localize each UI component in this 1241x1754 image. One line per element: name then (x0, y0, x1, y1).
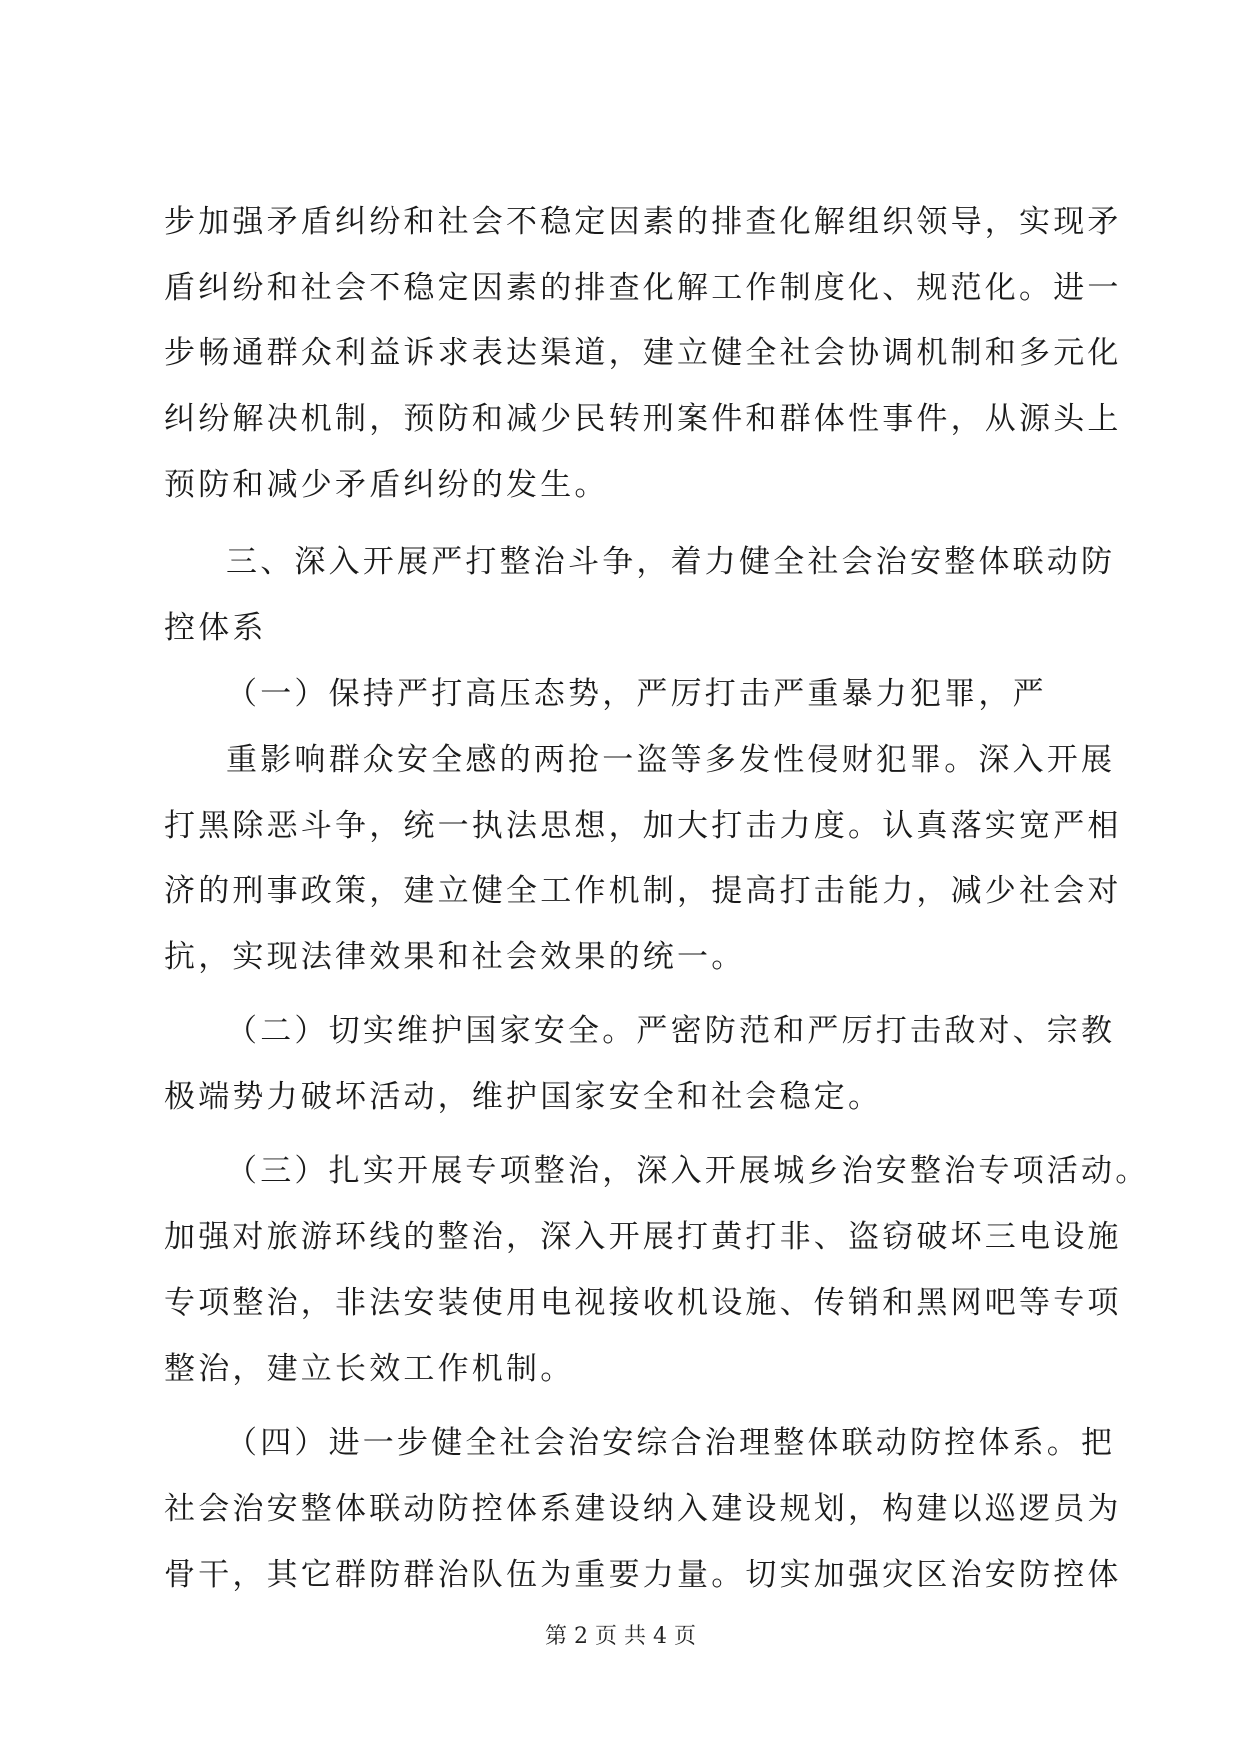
body-line: （一）保持严打高压态势，严厉打击严重暴力犯罪，严 (226, 676, 1047, 712)
body-line: 抗，实现法律效果和社会效果的统一。 (164, 939, 746, 975)
body-line: （四）进一步健全社会治安综合治理整体联动防控体系。把 (226, 1425, 1116, 1461)
body-line: （二）切实维护国家安全。严密防范和严厉打击敌对、宗教 (226, 1013, 1116, 1049)
body-line: （三）扎实开展专项整治，深入开展城乡治安整治专项活动。 (226, 1153, 1150, 1189)
body-line: 预防和减少矛盾纠纷的发生。 (164, 467, 609, 503)
body-line: 加强对旅游环线的整治，深入开展打黄打非、盗窃破坏三电设施 (164, 1219, 1122, 1255)
section-heading-line: 三、深入开展严打整治斗争，着力健全社会治安整体联动防 (226, 544, 1116, 580)
body-line: 专项整治，非法安装使用电视接收机设施、传销和黑网吧等专项 (164, 1285, 1122, 1321)
body-line: 重影响群众安全感的两抢一盗等多发性侵财犯罪。深入开展 (226, 742, 1116, 778)
body-line: 极端势力破坏活动，维护国家安全和社会稳定。 (164, 1079, 883, 1115)
body-line: 步加强矛盾纠纷和社会不稳定因素的排查化解组织领导，实现矛 (164, 204, 1122, 240)
body-line: 打黑除恶斗争，统一执法思想，加大打击力度。认真落实宽严相 (164, 808, 1122, 844)
body-line: 骨干，其它群防群治队伍为重要力量。切实加强灾区治安防控体 (164, 1557, 1122, 1593)
body-line: 济的刑事政策，建立健全工作机制，提高打击能力，减少社会对 (164, 873, 1122, 909)
body-line: 整治，建立长效工作机制。 (164, 1351, 575, 1387)
page-footer: 第 2 页 共 4 页 (545, 1624, 696, 1649)
body-line: 纠纷解决机制，预防和减少民转刑案件和群体性事件，从源头上 (164, 401, 1122, 437)
section-heading-line: 控体系 (164, 610, 267, 646)
body-line: 盾纠纷和社会不稳定因素的排查化解工作制度化、规范化。进一 (164, 270, 1122, 306)
body-line: 步畅通群众利益诉求表达渠道，建立健全社会协调机制和多元化 (164, 335, 1122, 371)
body-line: 社会治安整体联动防控体系建设纳入建设规划，构建以巡逻员为 (164, 1491, 1122, 1527)
